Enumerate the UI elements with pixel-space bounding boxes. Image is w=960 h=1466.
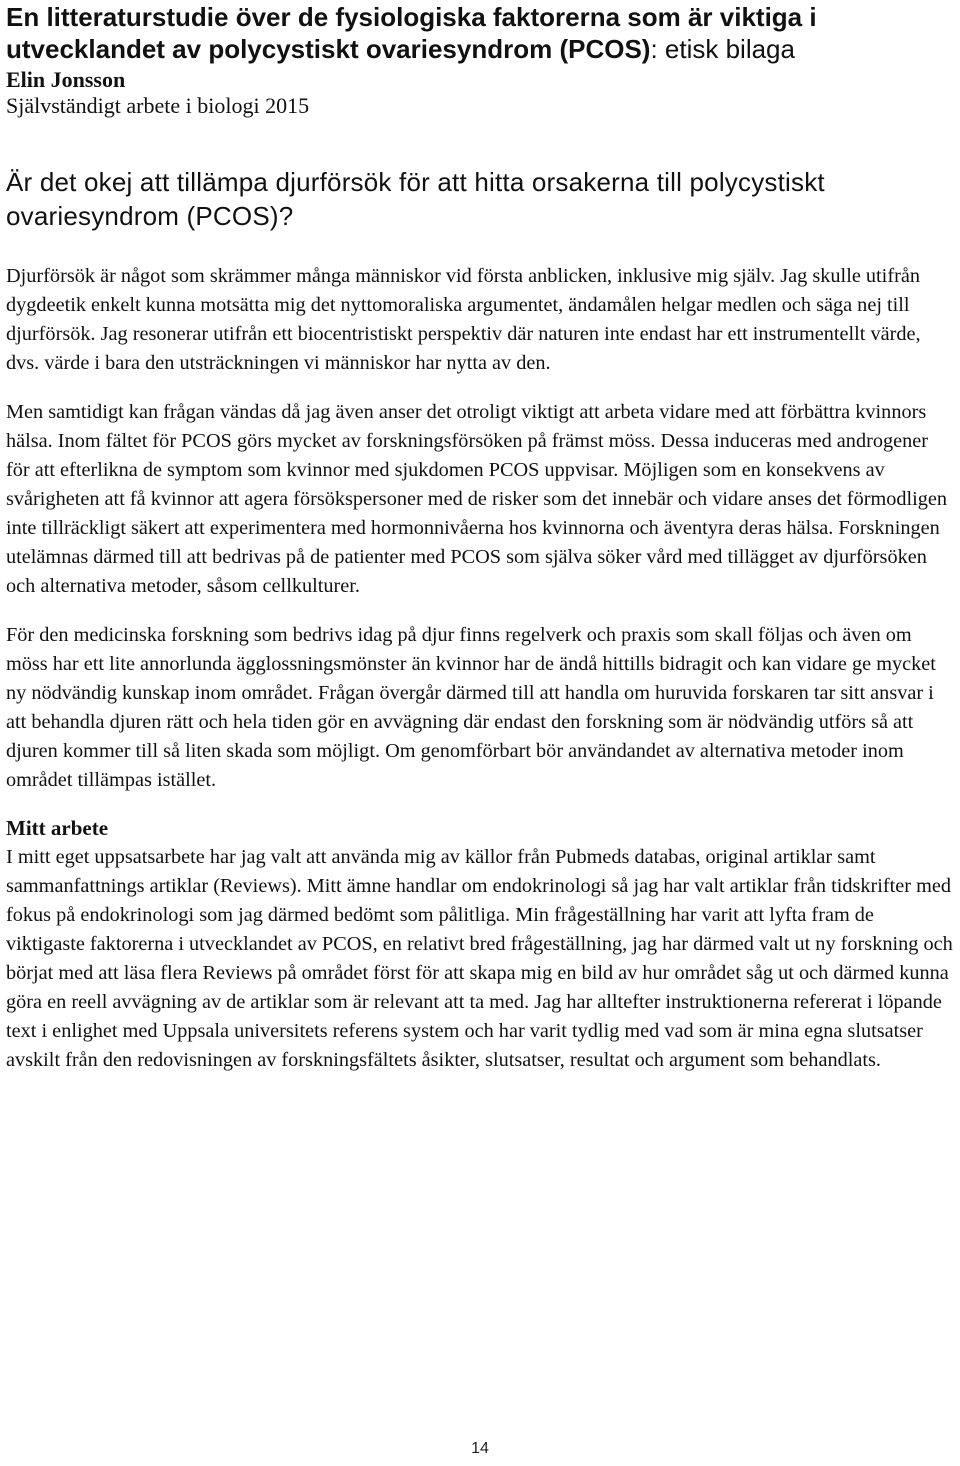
- document-page: [6, 0, 954, 1075]
- paragraph-2: Men samtidigt kan frågan vändas då jag även anser det otroligt viktigt att arbeta vidare med att förbättra kvinnors hälsa. Inom fältet för PCOS görs mycket av forskningsförsöken på främst möss. Dessa induceras med androgener för att efterlikna de symptom som kvinnor med sjukdomen PCOS uppvisar. Möjligen som en konsekvens av svårigheten att få kvinnor att agera försökspersoner med de risker som det innebär och vidare anses det förmodligen inte tillräckligt säkert att experimentera med hormonnivåerna hos kvinnorna och äventyra deras hälsa. Forskningen utelämnas därmed till att bedrivas på de patienter med PCOS som själva söker vård med tillägget av djurförsöken och alternativa metoder, såsom cellkulturer.: [6, 401, 948, 597]
- paragraph-3: För den medicinska forskning som bedrivs idag på djur finns regelverk och praxis som skall följas och även om möss har ett lite annorlunda ägglossningsmönster än kvinnor har de ändå hittills bidragit och kan vidare ge mycket ny nödvändig kunskap inom området. Frågan övergår därmed till att handla om huruvida forskaren tar sitt ansvar i att behandla djuren rätt och hela tiden gör en avvägning där endast den forskning som är nödvändig utförs så att djuren kommer till så liten skada som möjligt. Om genomförbart bör användandet av alternativa metoder inom området tillämpas istället.: [6, 624, 936, 791]
- ethics-question-heading: Är det okej att tillämpa djurförsök för att hitta orsakerna till polycystiskt ovariesyndrom (PCOS)?: [6, 167, 825, 231]
- document-title-suffix: : etisk bilaga: [650, 34, 795, 64]
- document-title: [6, 0, 954, 65]
- page-number: 14: [471, 1440, 489, 1457]
- course-info: Självständigt arbete i biologi 2015: [6, 93, 310, 118]
- author-name: Elin Jonsson: [6, 67, 126, 92]
- paragraph-1: Djurförsök är något som skrämmer många människor vid första anblicken, inklusive mig själv. Jag skulle utifrån dygdeetik enkelt kunna motsätta mig det nyttomoraliska argumentet, ändamålen helgar medlen och säga nej till djurförsök. Jag resonerar utifrån ett biocentristiskt perspektiv där naturen inte endast har ett instrumentellt värde, dvs. värde i bara den utsträckningen vi människor har nytta av den.: [6, 265, 921, 374]
- document-title-main: En litteraturstudie över de fysiologiska faktorerna som är viktiga i utvecklandet av polycystiskt ovariesyndrom (PCOS): [6, 2, 817, 64]
- section-heading-mitt-arbete: Mitt arbete: [6, 816, 109, 840]
- paragraph-mitt-arbete: I mitt eget uppsatsarbete har jag valt att använda mig av källor från Pubmeds databas, original artiklar samt sammanfattnings artiklar (Reviews). Mitt ämne handlar om endokrinologi så jag har valt artiklar från tidskrifter med fokus på endokrinologi som jag därmed bedömt som pålitliga. Min frågeställning har varit att lyfta fram de viktigaste faktorerna i utvecklandet av PCOS, en relativt bred frågeställning, jag har därmed valt ut ny forskning och börjat med att läsa flera Reviews på området först för att skapa mig en bild av hur området såg ut och därmed kunna göra en reell avvägning av de artiklar som är relevant att ta med. Jag har alltefter instruktionerna refererat i löpande text i enlighet med Uppsala universitets referens system och har varit tydlig med vad som är mina egna slutsatser avskilt från den redovisningen av forskningsfältets åsikter, slutsatser, resultat och argument som behandlats.: [6, 846, 953, 1071]
